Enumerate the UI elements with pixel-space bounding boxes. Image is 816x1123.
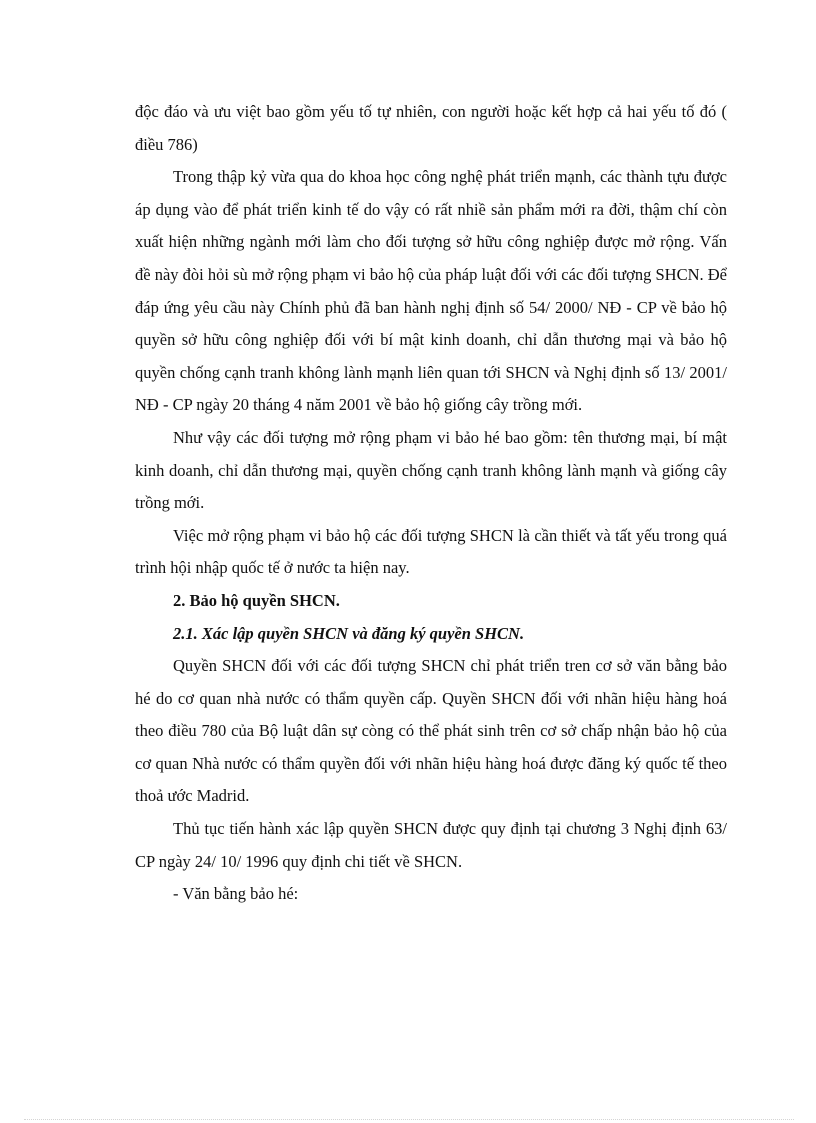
- list-item-protection-title: - Văn bằng bảo hé:: [173, 884, 299, 904]
- paragraph-procedure: Thủ tục tiến hành xác lập quyền SHCN được quy định tại chương 3 Nghị định 63/ CP ngày 24/ 10/ 1996 quy định chi tiết về SHCN.: [135, 819, 727, 871]
- paragraph-continuation: độc đáo và ưu việt bao gồm yếu tố tự nhiên, con người hoặc kết hợp cả hai yếu tố đó ( điều 786): [135, 102, 727, 154]
- paragraph-necessity: Việc mở rộng phạm vi bảo hộ các đối tượng SHCN là cần thiết và tất yếu trong quá trình hội nhập quốc tế ở nước ta hiện nay.: [135, 525, 727, 578]
- page-bottom-divider: [24, 1119, 794, 1120]
- section-heading: 2. Bảo hộ quyền SHCN.: [173, 590, 340, 610]
- paragraph-technology-development: Trong thập kỷ vừa qua do khoa học công nghệ phát triển mạnh, các thành tựu được áp dụng vào để phát triển kinh tế do vậy có rất nhiề sản phẩm mới ra đời, thậm chí còn xuất hiện những ngành mới làm cho đối tượng sở hữu công nghiệp được mở rộng. Vấn đề này đòi hỏi sù mở rộng phạm vi bảo hộ của pháp luật đối với các đối tượng SHCN. Để đáp ứng yêu cầu này Chính phủ đã ban hành nghị định số 54/ 2000/ NĐ - CP về bảo hộ quyền sở hữu công nghiệp đối với bí mật kinh doanh, chỉ dẫn thương mại và bảo hộ quyền chống cạnh tranh không lành mạnh liên quan tới SHCN và Nghị định số 13/ 2001/ NĐ - CP ngày 20 tháng 4 năm 2001 về bảo hộ giống cây trồng mới.: [135, 167, 727, 415]
- document-body: [135, 96, 727, 911]
- paragraph-expanded-objects: Như vậy các đối tượng mở rộng phạm vi bảo hé bao gồm: tên thương mại, bí mật kinh doanh, chỉ dẫn thương mại, quyền chống cạnh tranh không lành mạnh và giống cây trồng mới.: [135, 427, 727, 513]
- subsection-heading: 2.1. Xác lập quyền SHCN và đăng ký quyền SHCN.: [173, 623, 525, 643]
- paragraph-rights-establishment: Quyền SHCN đối với các đối tượng SHCN chỉ phát triển tren cơ sở văn bằng bảo hé do cơ quan nhà nước có thẩm quyền cấp. Quyền SHCN đối với nhãn hiệu hàng hoá theo điều 780 của Bộ luật dân sự còng có thể phát sinh trên cơ sở chấp nhận bảo hộ của cơ quan Nhà nước có thẩm quyền đối với nhãn hiệu hàng hoá được đăng ký quốc tế theo thoả ước Madrid.: [135, 656, 727, 806]
